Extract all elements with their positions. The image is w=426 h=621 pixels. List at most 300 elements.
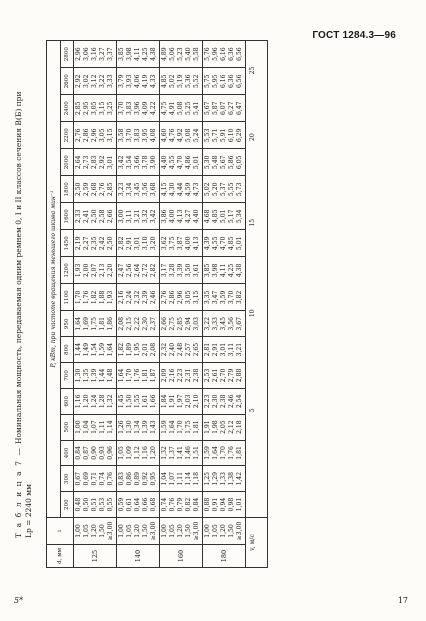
power-value: 6,36 — [228, 47, 235, 61]
speed-mark: 25 — [249, 66, 256, 75]
speed-mark: 5 — [249, 408, 256, 413]
power-value: 4,06 — [134, 74, 141, 89]
power-value: 2,16 — [169, 368, 176, 383]
ratio-value: 1,05 — [212, 524, 219, 538]
power-value: 4,91 — [169, 101, 176, 116]
power-column-cell — [74, 337, 117, 363]
power-table — [46, 40, 268, 568]
ratio-value: 1,20 — [177, 524, 184, 538]
power-value: 3,90 — [150, 155, 157, 170]
power-value: 2,50 — [75, 182, 82, 197]
power-value: 1,46 — [185, 446, 192, 460]
power-column-cell — [160, 284, 203, 311]
ratio-cell — [203, 518, 246, 545]
power-value: 2,88 — [236, 368, 243, 383]
power-column-cell — [160, 122, 203, 149]
power-value: 4,13 — [177, 209, 184, 224]
power-value: 4,92 — [177, 128, 184, 143]
power-value: 3,10 — [142, 236, 149, 251]
rpm-header: 2200 — [61, 122, 74, 149]
power-column-cell — [74, 203, 117, 230]
power-value: 2,00 — [83, 263, 90, 278]
power-value: 4,60 — [161, 128, 168, 143]
power-value: 1,16 — [142, 446, 149, 460]
power-value: 5,52 — [193, 74, 200, 89]
power-value: 4,59 — [185, 182, 192, 197]
power-value: 3,87 — [177, 236, 184, 251]
power-value: 5,24 — [193, 128, 200, 143]
speed-label: v, м/с — [246, 518, 268, 568]
power-value: 4,75 — [161, 101, 168, 116]
power-value: 3,12 — [91, 74, 98, 89]
power-value: 3,22 — [204, 317, 211, 331]
power-column-cell — [203, 388, 246, 414]
power-value: 3,59 — [220, 290, 227, 305]
power-value: 1,45 — [118, 394, 125, 409]
power-value: 2,76 — [161, 290, 168, 305]
power-value: 4,40 — [193, 209, 200, 224]
power-value: 4,00 — [169, 209, 176, 224]
power-value: 3,83 — [126, 101, 133, 116]
power-value: 0,59 — [118, 497, 125, 512]
power-value: 3,17 — [161, 263, 168, 278]
power-value: 2,73 — [83, 155, 90, 170]
power-value: 3,68 — [150, 182, 157, 197]
power-value: 2,47 — [118, 263, 125, 278]
power-column-cell — [160, 466, 203, 492]
power-value: 5,01 — [220, 209, 227, 224]
rpm-header: 2600 — [61, 68, 74, 95]
power-value: 2,91 — [126, 236, 133, 251]
power-value: 3,20 — [150, 236, 157, 251]
power-value: 2,24 — [126, 290, 133, 305]
power-value: 2,38 — [220, 394, 227, 409]
rpm-header: 600 — [61, 388, 74, 414]
power-value: 6,27 — [228, 101, 235, 116]
power-value: 5,75 — [204, 74, 211, 89]
power-value: 2,22 — [134, 317, 141, 331]
power-value: 5,23 — [177, 47, 184, 61]
footer-left: 5* — [14, 596, 24, 605]
power-column-cell — [74, 466, 117, 492]
power-value: 0,86 — [126, 471, 133, 486]
power-value: 1,95 — [134, 342, 141, 357]
power-column-cell — [160, 203, 203, 230]
power-column-cell — [74, 95, 117, 122]
power-column-cell — [117, 41, 160, 68]
power-value: 4,73 — [193, 182, 200, 197]
rpm-header: 950 — [61, 311, 74, 337]
power-value: 0,87 — [83, 446, 90, 460]
power-value: 1,91 — [169, 394, 176, 409]
power-value: 4,22 — [150, 101, 157, 116]
power-value: 1,01 — [236, 497, 243, 512]
power-value: 2,39 — [142, 290, 149, 305]
power-value: 1,70 — [177, 420, 184, 434]
power-column-cell — [117, 337, 160, 363]
power-value: 1,51 — [193, 446, 200, 460]
power-value: 3,98 — [126, 47, 133, 61]
power-column-cell — [117, 149, 160, 176]
power-column-cell — [74, 388, 117, 414]
ratio-value: ≥3,00 — [236, 521, 243, 541]
power-column-cell — [203, 466, 246, 492]
power-value: 3,70 — [126, 128, 133, 143]
power-value: 2,10 — [193, 394, 200, 409]
power-column-cell — [160, 414, 203, 440]
power-value: 2,79 — [228, 368, 235, 383]
power-value: 3,11 — [126, 209, 133, 224]
power-value: 4,25 — [228, 263, 235, 278]
power-value: 1,07 — [169, 471, 176, 486]
power-value: 1,91 — [204, 420, 211, 434]
power-value: 1,32 — [161, 446, 168, 460]
ratio-value: ≥3,00 — [150, 521, 157, 541]
power-value: 4,08 — [150, 128, 157, 143]
power-column-cell — [203, 440, 246, 466]
power-column-cell — [203, 363, 246, 389]
power-value: 0,53 — [99, 497, 106, 512]
power-value: 2,19 — [75, 236, 82, 251]
power-value: 1,50 — [126, 394, 133, 409]
power-value: 1,75 — [185, 420, 192, 434]
power-value: 3,42 — [118, 155, 125, 170]
power-value: 6,47 — [236, 101, 243, 116]
header-i: i — [47, 518, 74, 545]
speed-scale — [246, 41, 268, 518]
power-value: 5,02 — [204, 182, 211, 197]
power-column-cell — [74, 414, 117, 440]
power-value: 3,83 — [134, 128, 141, 143]
power-value: 1,41 — [177, 446, 184, 460]
power-value: 2,37 — [150, 317, 157, 331]
power-value: 3,79 — [118, 74, 125, 89]
power-value: 5,58 — [193, 47, 200, 61]
power-value: 1,12 — [134, 446, 141, 460]
power-column-cell — [203, 68, 246, 95]
ratio-value: 1,50 — [228, 524, 235, 538]
power-value: 3,00 — [118, 209, 125, 224]
power-value: 3,06 — [83, 47, 90, 61]
power-value: 1,14 — [107, 420, 114, 434]
power-value: 2,46 — [228, 394, 235, 409]
power-value: 5,87 — [212, 101, 219, 116]
power-value: 2,08 — [118, 317, 125, 331]
power-value: 2,58 — [99, 209, 106, 224]
power-value: 0,79 — [177, 497, 184, 512]
power-value: 1,35 — [83, 368, 90, 383]
rpm-header: 2000 — [61, 149, 74, 176]
power-value: 1,38 — [228, 471, 235, 486]
power-value: 5,34 — [236, 209, 243, 224]
power-value: 1,76 — [228, 446, 235, 460]
power-value: 3,45 — [134, 182, 141, 197]
power-value: 1,82 — [118, 342, 125, 357]
ratio-value: 1,20 — [220, 524, 227, 538]
power-value: 1,25 — [204, 471, 211, 486]
power-column-cell — [160, 176, 203, 203]
ratio-value: 1,05 — [83, 524, 90, 538]
ratio-value: 1,00 — [75, 524, 82, 538]
power-value: 2,70 — [220, 368, 227, 383]
power-value: 1,09 — [126, 446, 133, 460]
power-value: 0,83 — [118, 471, 125, 486]
ratio-value: 1,50 — [142, 524, 149, 538]
power-value: 1,82 — [91, 290, 98, 305]
power-value: 4,19 — [142, 74, 149, 89]
power-value: 2,66 — [107, 209, 114, 224]
power-value: 5,40 — [185, 47, 192, 61]
power-value: 6,56 — [236, 74, 243, 89]
power-value: 2,66 — [161, 317, 168, 331]
diameter-cell: 140 — [117, 545, 160, 568]
ratio-value: 1,20 — [91, 524, 98, 538]
power-value: 3,58 — [118, 128, 125, 143]
power-value: 2,05 — [220, 420, 227, 434]
power-value: 4,68 — [204, 209, 211, 224]
diameter-group-row — [160, 41, 203, 568]
power-column-cell — [203, 492, 246, 518]
power-column-cell — [74, 149, 117, 176]
power-value: 2,95 — [83, 101, 90, 116]
power-value: 3,01 — [107, 155, 114, 170]
power-value: 2,08 — [150, 342, 157, 357]
power-value: 3,11 — [228, 342, 235, 357]
power-column-cell — [74, 68, 117, 95]
power-value: 6,36 — [228, 74, 235, 89]
power-value: 1,84 — [161, 394, 168, 409]
power-value: 1,37 — [169, 446, 176, 460]
power-value: 1,87 — [150, 368, 157, 383]
power-value: 1,30 — [75, 368, 82, 383]
power-value: 1,43 — [150, 420, 157, 434]
power-value: 3,25 — [107, 101, 114, 116]
speed-row — [246, 41, 268, 568]
power-value: 3,56 — [228, 317, 235, 331]
power-value: 2,82 — [150, 263, 157, 278]
power-value: 1,49 — [83, 342, 90, 357]
power-value: 3,62 — [161, 236, 168, 251]
power-value: 3,01 — [220, 342, 227, 357]
power-value: 0,61 — [126, 497, 133, 512]
rpm-header: 300 — [61, 466, 74, 492]
power-column-cell — [74, 176, 117, 203]
power-value: 6,07 — [220, 101, 227, 116]
rpm-header: 700 — [61, 363, 74, 389]
power-column-cell — [74, 122, 117, 149]
power-value: 3,28 — [169, 263, 176, 278]
power-value: 4,13 — [193, 236, 200, 251]
power-value: 2,38 — [193, 368, 200, 383]
power-value: 3,86 — [161, 209, 168, 224]
power-value: 1,04 — [83, 420, 90, 434]
power-value: 5,73 — [236, 182, 243, 197]
ratio-cell — [160, 518, 203, 545]
ratio-value: 1,20 — [134, 524, 141, 538]
power-column-cell — [117, 122, 160, 149]
power-value: 1,18 — [193, 471, 200, 486]
ratio-value: ≥3,00 — [107, 521, 114, 541]
power-column-cell — [203, 149, 246, 176]
power-value: 3,98 — [212, 263, 219, 278]
power-value: 2,35 — [91, 236, 98, 251]
power-value: 0,68 — [150, 497, 157, 512]
power-value: 2,23 — [204, 394, 211, 409]
power-column-cell — [160, 68, 203, 95]
power-value: 4,44 — [177, 182, 184, 197]
ratio-cell — [117, 518, 160, 545]
power-value: 0,74 — [99, 471, 106, 486]
power-value: 0,64 — [134, 497, 141, 512]
power-value: 1,54 — [91, 342, 98, 357]
power-value: 4,70 — [177, 155, 184, 170]
power-value: 5,01 — [193, 155, 200, 170]
power-value: 0,76 — [169, 497, 176, 512]
power-value: 1,33 — [220, 471, 227, 486]
power-value: 3,85 — [118, 47, 125, 61]
power-value: 4,25 — [142, 47, 149, 61]
power-value: 2,54 — [236, 394, 243, 409]
power-value: 5,17 — [228, 209, 235, 224]
speed-mark: 20 — [249, 133, 256, 141]
power-value: 2,40 — [169, 342, 176, 357]
diameter-cell: 125 — [74, 545, 117, 568]
power-value: 2,81 — [204, 342, 211, 357]
power-value: 1,24 — [91, 394, 98, 409]
power-value: 1,07 — [91, 420, 98, 434]
power-value: 1,81 — [142, 368, 149, 383]
power-value: 0,82 — [185, 497, 192, 512]
power-value: 3,37 — [107, 47, 114, 61]
power-value: 2,61 — [212, 368, 219, 383]
power-value: 5,67 — [204, 101, 211, 116]
rpm-header: 1450 — [61, 230, 74, 257]
power-column-cell — [203, 203, 246, 230]
power-value: 1,66 — [150, 394, 157, 409]
power-column-cell — [74, 440, 117, 466]
power-value: 1,88 — [99, 290, 106, 305]
power-value: 0,96 — [107, 446, 114, 460]
power-value: 1,55 — [134, 394, 141, 409]
power-value: 2,68 — [91, 182, 98, 197]
power-value: 1,98 — [212, 420, 219, 434]
power-value: 2,12 — [228, 420, 235, 434]
power-value: 5,36 — [185, 74, 192, 89]
power-value: 4,55 — [169, 155, 176, 170]
power-value: 6,10 — [228, 128, 235, 143]
power-value: 2,01 — [142, 342, 149, 357]
power-value: 1,59 — [204, 446, 211, 460]
ratio-value: 1,50 — [185, 524, 192, 538]
power-column-cell — [203, 257, 246, 284]
power-value: 5,30 — [204, 155, 211, 170]
power-value: 3,35 — [204, 290, 211, 305]
rpm-header: 1100 — [61, 284, 74, 311]
diameter-group-row — [203, 41, 246, 568]
power-value: 5,41 — [193, 101, 200, 116]
power-value: 0,98 — [228, 497, 235, 512]
power-value: 2,92 — [75, 74, 82, 89]
power-value: 2,64 — [75, 155, 82, 170]
power-value: 1,44 — [99, 368, 106, 383]
power-column-cell — [117, 388, 160, 414]
power-value: 2,76 — [75, 128, 82, 143]
power-value: 4,55 — [212, 236, 219, 251]
power-value: 0,95 — [150, 471, 157, 486]
power-value: 2,46 — [150, 290, 157, 305]
power-value: 4,76 — [169, 128, 176, 143]
power-value: 0,93 — [99, 446, 106, 460]
power-value: 2,42 — [99, 236, 106, 251]
power-value: 5,91 — [220, 128, 227, 143]
power-value: 2,09 — [161, 368, 168, 383]
power-value: 2,23 — [177, 368, 184, 383]
power-value: 2,96 — [177, 290, 184, 305]
power-column-cell — [160, 311, 203, 337]
power-value: 2,83 — [91, 155, 98, 170]
power-value: 2,64 — [134, 263, 141, 278]
power-value: 1,59 — [99, 342, 106, 357]
power-column-cell — [117, 284, 160, 311]
power-value: 5,76 — [204, 47, 211, 61]
power-value: 4,11 — [220, 263, 227, 278]
power-column-cell — [74, 492, 117, 518]
ratio-value: 1,00 — [161, 524, 168, 538]
power-column-cell — [160, 492, 203, 518]
power-value: 2,13 — [99, 263, 106, 278]
rpm-header-row — [61, 41, 74, 568]
power-value: 5,08 — [185, 128, 192, 143]
power-value: 2,85 — [107, 182, 114, 197]
power-value: 1,04 — [161, 471, 168, 486]
power-value: 1,00 — [75, 420, 82, 434]
power-column-cell — [160, 388, 203, 414]
power-value: 1,20 — [150, 446, 157, 460]
power-value: 3,45 — [220, 317, 227, 331]
power-value: 1,16 — [75, 394, 82, 409]
ratio-value: 1,50 — [99, 524, 106, 538]
ratio-value: 1,00 — [204, 524, 211, 538]
power-value: 0,67 — [75, 471, 82, 486]
power-column-cell — [160, 41, 203, 68]
power-value: 3,05 — [185, 290, 192, 305]
power-value: 1,20 — [83, 394, 90, 409]
power-value: 3,16 — [91, 47, 98, 61]
rpm-header: 1800 — [61, 176, 74, 203]
power-value: 3,56 — [142, 182, 149, 197]
power-value: 1,81 — [193, 420, 200, 434]
power-value: 2,96 — [91, 128, 98, 143]
power-value: 3,66 — [134, 155, 141, 170]
power-value: 3,23 — [118, 182, 125, 197]
power-value: 4,86 — [185, 155, 192, 170]
power-value: 2,86 — [83, 128, 90, 143]
power-value: 1,89 — [126, 342, 133, 357]
power-value: 1,48 — [107, 368, 114, 383]
power-value: 3,03 — [193, 317, 200, 331]
power-value: 0,55 — [107, 497, 114, 512]
speed-mark: 10 — [249, 309, 256, 318]
power-value: 3,93 — [126, 74, 133, 89]
power-value: 1,86 — [107, 317, 114, 331]
diameter-cell: 180 — [203, 545, 246, 568]
power-value: 3,54 — [126, 155, 133, 170]
power-column-cell — [203, 41, 246, 68]
rpm-header: 400 — [61, 440, 74, 466]
power-value: 5,20 — [212, 182, 219, 197]
power-value: 3,70 — [228, 290, 235, 305]
power-value: 2,27 — [83, 236, 90, 251]
